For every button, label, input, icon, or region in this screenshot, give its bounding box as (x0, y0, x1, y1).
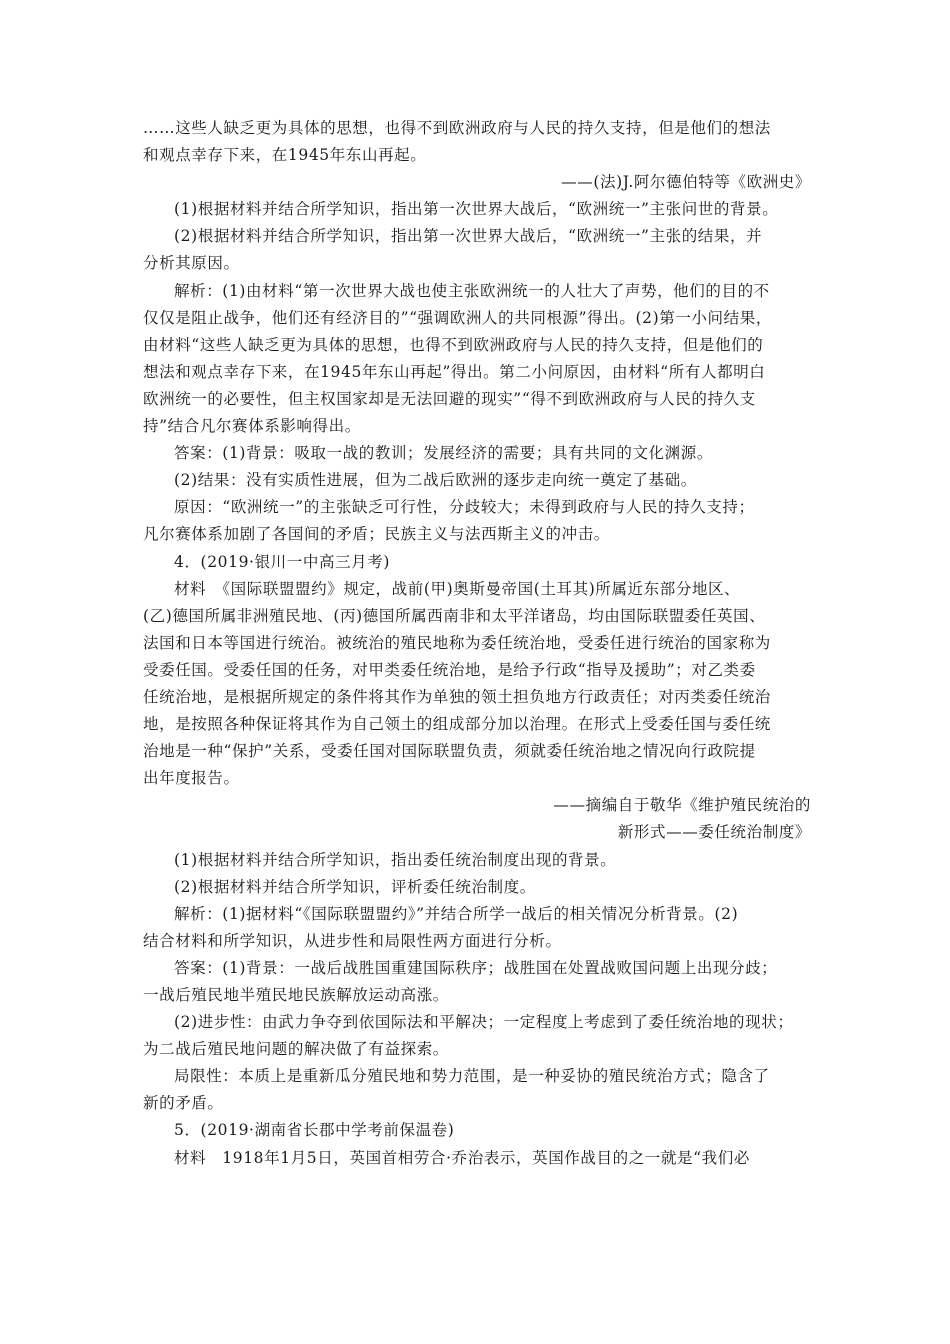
text-line: 4．(2019·银川一中高三月考) (174, 552, 391, 571)
text-line: 受委任国。受委任国的任务，对甲类委任统治地，是给予行政“指导及援助”；对乙类委 (143, 660, 756, 679)
text-line: (2)根据材料并结合所学知识，评析委任统治制度。 (174, 877, 536, 896)
text-line: 答案：(1)背景：一战后战胜国重建国际秩序；战胜国在处置战败国问题上出现分歧； (174, 958, 778, 977)
text-line: 法国和日本等国进行统治。被统治的殖民地称为委任统治地，受委任进行统治的国家称为 (143, 633, 771, 652)
text-line: ……这些人缺乏更为具体的思想，也得不到欧洲政府与人民的持久支持，但是他们的想法 (143, 119, 771, 137)
text-line: (2)根据材料并结合所学知识，指出第一次世界大战后，“欧洲统一”主张的结果，并 (174, 227, 763, 246)
text-line: 答案：(1)背景：吸取一战的教训；发展经济的需要；具有共同的文化渊源。 (174, 444, 713, 463)
text-line: 5．(2019·湖南省长郡中学考前保温卷) (174, 1121, 455, 1140)
text-line: (2)进步性：由武力争夺到依国际法和平解决；一定程度上考虑到了委任统治地的现状； (174, 1013, 794, 1032)
text-line: 材料 《国际联盟盟约》规定，战前(甲)奥斯曼帝国(土耳其)所属近东部分地区、 (174, 579, 741, 598)
text-line: 分析其原因。 (143, 254, 240, 273)
text-line: 由材料“这些人缺乏更为具体的思想，也得不到欧洲政府与人民的持久支持，但是他们的 (143, 335, 764, 354)
text-line: 欧洲统一的必要性，但主权国家却是无法回避的现实”“得不到欧洲政府与人民的持久支 (143, 389, 756, 408)
text-line: 材料 1918年1月5日，英国首相劳合·乔治表示，英国作战目的之一就是“我们必 (174, 1148, 750, 1167)
text-line: 地，是按照各种保证将其作为自己领土的组成部分加以治理。在形式上受委任国与委任统 (143, 715, 771, 734)
text-line: 出年度报告。 (143, 769, 240, 788)
text-line: 和观点幸存下来，在1945年东山再起。 (143, 146, 427, 165)
document-page (143, 115, 813, 1172)
text-line: 一战后殖民地半殖民地民族解放运动高涨。 (143, 986, 449, 1004)
text-line: (乙)德国所属非洲殖民地、(丙)德国所属西南非和太平洋诸岛，均由国际联盟委任英国、 (143, 606, 766, 625)
text-line: ——(法)J.阿尔德伯特等《欧洲史》 (561, 173, 811, 192)
text-line: 治地是一种“保护”关系，受委任国对国际联盟负责，须就委任统治地之情况向行政院提 (143, 742, 756, 761)
text-line: 新形式——委任统治制度》 (617, 823, 811, 842)
text-line: 结合材料和所学知识，从进步性和局限性两方面进行分析。 (143, 931, 562, 950)
text-line: 解析：(1)据材料“《国际联盟盟约》”并结合所学一战后的相关情况分析背景。(2) (174, 904, 739, 923)
text-line: ——摘编自于敬华《维护殖民统治的 (553, 796, 811, 815)
text-line: 局限性：本质上是重新瓜分殖民地和势力范围，是一种妥协的殖民统治方式；隐含了 (174, 1067, 770, 1086)
text-line: 凡尔赛体系加剧了各国间的矛盾；民族主义与法西斯主义的冲击。 (143, 525, 610, 544)
text-line: (1)根据材料并结合所学知识，指出委任统治制度出现的背景。 (174, 850, 617, 869)
text-line: (2)结果：没有实质性进展，但为二战后欧洲的逐步走向统一奠定了基础。 (174, 471, 697, 490)
text-line: 持”结合凡尔赛体系影响得出。 (143, 417, 361, 436)
text-line: 原因：“欧洲统一”的主张缺乏可行性，分歧较大；未得到政府与人民的持久支持； (174, 498, 755, 517)
text-line: 任统治地，是根据所规定的条件将其作为单独的领土担负地方行政责任；对丙类委任统治 (143, 687, 771, 706)
text-line: 为二战后殖民地问题的解决做了有益探索。 (143, 1040, 449, 1059)
text-line: 仅仅是阻止战争，他们还有经济目的”“强调欧洲人的共同根源”得出。(2)第一小问结果， (143, 308, 772, 327)
text-line: 新的矛盾。 (143, 1094, 224, 1113)
text-line: 想法和观点幸存下来，在1945年东山再起”得出。第二小问原因，由材料“所有人都明白 (143, 362, 766, 381)
text-line: (1)根据材料并结合所学知识，指出第一次世界大战后，“欧洲统一”主张问世的背景。 (174, 200, 779, 219)
text-line: 解析：(1)由材料“第一次世界大战也使主张欧洲统一的人壮大了声势，他们的目的不 (174, 281, 770, 300)
